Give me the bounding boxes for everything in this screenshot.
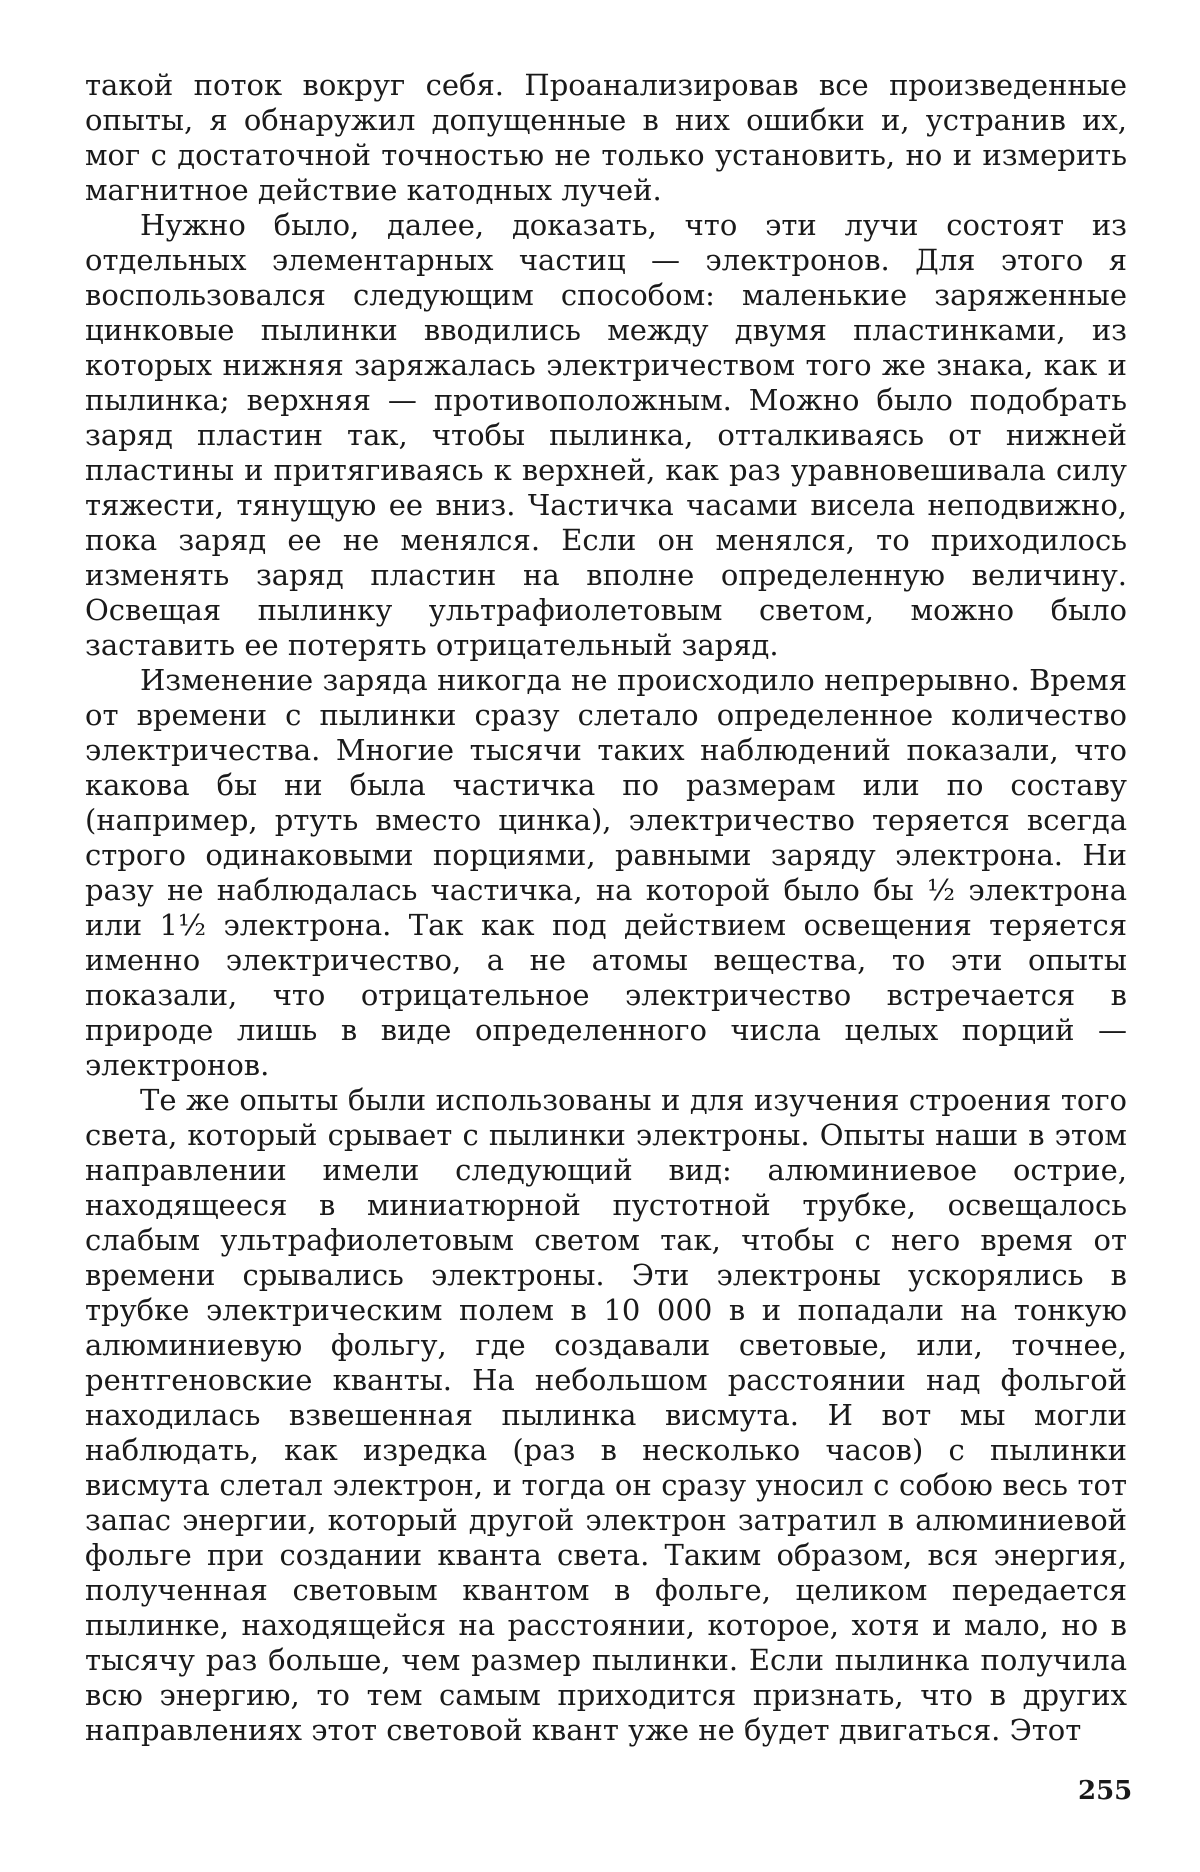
paragraph-3: Изменение заряда никогда не происходило непрерывно. Время от времени с пылинки сразу слетало определенное количество электричества. Многие тысячи таких наблюдений показали, что какова бы ни была частичка по размерам или по составу (например, ртуть вместо цинка), электричество теряется всегда строго одинаковыми порциями, равными заряду электрона. Ни разу не наблюдалась частичка, на которой было бы ½ электрона или 1½ электрона. Так как под действием освещения теряется именно электричество, а не атомы вещества, то эти опыты показали, что отрицательное электричество встречается в природе лишь в виде определенного числа целых порций — электронов. (85, 663, 1127, 1082)
page-number: 255 (1078, 1776, 1133, 1806)
paragraph-1: такой поток вокруг себя. Проанализировав все произведенные опыты, я обнаружил допущенные в них ошибки и, устранив их, мог с достаточной точностью не только установить, но и измерить магнитное действие катодных лучей. (85, 68, 1127, 207)
paragraph-4: Те же опыты были использованы и для изучения строения того света, который срывает с пылинки электроны. Опыты наши в этом направлении имели следующий вид: алюминиевое острие, находящееся в миниатюрной пустотной трубке, освещалось слабым ультрафиолетовым светом так, чтобы с него время от времени срывались электроны. Эти электроны ускорялись в трубке электрическим полем в 10 000 в и попадали на тонкую алюминиевую фольгу, где создавали световые, или, точнее, рентгеновские кванты. На небольшом расстоянии над фольгой находилась взвешенная пылинка висмута. И вот мы могли наблюдать, как изредка (раз в несколько часов) с пылинки висмута слетал электрон, и тогда он сразу уносил с собою весь тот запас энергии, который другой электрон затратил в алюминиевой фольге при создании кванта света. Таким образом, вся энергия, полученная световым квантом в фольге, целиком передается пылинке, находящейся на расстоянии, которое, хотя и мало, но в тысячу раз больше, чем размер пылинки. Если пылинка получила всю энергию, то тем самым приходится признать, что в других направлениях этот световой квант уже не будет двигаться. Этот (85, 1083, 1127, 1747)
page-text (85, 68, 1127, 1748)
paragraph-2: Нужно было, далее, доказать, что эти лучи состоят из отдельных элементарных частиц — электронов. Для этого я воспользовался следующим способом: маленькие заряженные цинковые пылинки вводились между двумя пластинками, из которых нижняя заряжалась электричеством того же знака, как и пылинка; верхняя — противоположным. Можно было подобрать заряд пластин так, чтобы пылинка, отталкиваясь от нижней пластины и притягиваясь к верхней, как раз уравновешивала силу тяжести, тянущую ее вниз. Частичка часами висела неподвижно, пока заряд ее не менялся. Если он менялся, то приходилось изменять заряд пластин на вполне определенную величину. Освещая пылинку ультрафиолетовым светом, можно было заставить ее потерять отрицательный заряд. (85, 208, 1127, 662)
